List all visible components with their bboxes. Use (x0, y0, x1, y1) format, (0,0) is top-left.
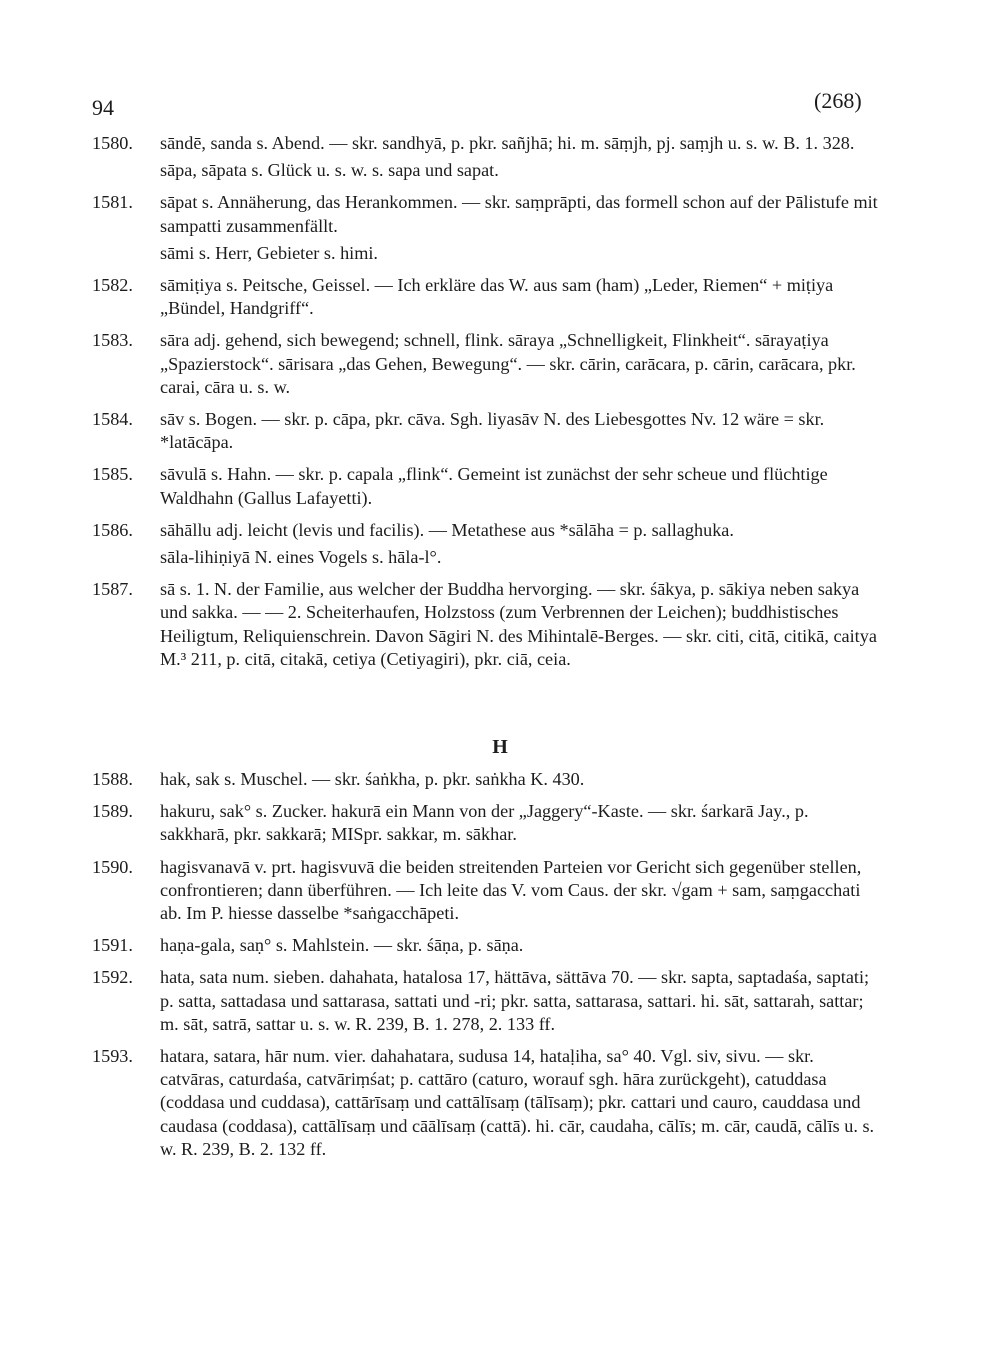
entry-text: hakuru, sak° s. Zucker. hakurā ein Mann von der „Jaggery“-Kaste. — skr. śarkarā Jay., p. sakkharā, pkr. sakkarā; MISpr. sakkar, m. sākhar. (160, 801, 809, 845)
entry (92, 856, 882, 926)
entry-number: 1584. (92, 409, 133, 430)
entry-number: 1587. (92, 579, 133, 600)
entry (92, 132, 882, 155)
entry-text: sāpat s. Annäherung, das Herankommen. — skr. saṃprāpti, das formell schon auf der Pālistufe mit sampatti zusammenfällt. (160, 192, 878, 236)
entry-text: sāhāllu adj. leicht (levis und facilis). — Metathese aus *sālāha = p. sallaghuka. (160, 519, 734, 540)
entry-number: 1589. (92, 801, 133, 822)
entries-block-b (92, 768, 882, 1170)
entry-text: sāra adj. gehend, sich bewegend; schnell, flink. sāraya „Schnelligkeit, Flinkheit“. sārayaṭiya „Spazierstock“. sārisara „das Gehen, Bewegung“. — skr. cārin, carācara, p. cārin, carācara, pkr. carai, cāra u. s. w. (160, 330, 856, 397)
entries-block-a (92, 132, 882, 680)
entry (92, 934, 882, 957)
entry (92, 768, 882, 791)
entry-text: hagisvanavā v. prt. hagisvuvā die beiden streitenden Parteien vor Gericht sich gegenüber stellen, confrontieren; dann überführen. — Ich leite das V. vom Caus. der skr. √gam + sam, saṃgacchati ab. Im P. hiesse dasselbe *saṅgacchāpeti. (160, 856, 862, 924)
entry-number: 1592. (92, 967, 133, 988)
original-page-number: (268) (814, 88, 862, 113)
entry-text: sā s. 1. N. der Familie, aus welcher der Buddha hervorging. — skr. śākya, p. sākiya neben sakya und sakka. — — 2. Scheiterhaufen, Holzstoss (zum Verbrennen der Leichen); buddhistisches Heiligtum, Reliquienschrein. Davon Sāgiri N. des Mihintalē-Berges. — skr. citi, citā, citikā, caitya M.³ 211, p. citā, citakā, cetiya (Cetiyagiri), pkr. ciā, ceia. (160, 579, 877, 669)
entry (92, 463, 882, 509)
entry-text: hatara, satara, hār num. vier. dahahatara, sudusa 14, hataḷiha, sa° 40. Vgl. siv, sivu. — skr. catvāras, caturdaśa, catvāriṃśat; p. cattāro (caturo, worauf sgh. hāra zurückgeht), catuddasa (coddasa und cuddasa), cattārīsaṃ und cattālīsaṃ (tālīsaṃ); pkr. cattari und cauro, cauddasa und caudasa (coddasa), cattālīsaṃ und cāālīsaṃ (cattā). hi. cār, caudaha, cālīs; m. cār, caudā, cālīs u. s. w. R. 239, B. 2. 132 ff. (160, 1046, 875, 1159)
entry-text: hata, sata num. sieben. dahahata, hatalosa 17, hättāva, sättāva 70. — skr. sapta, saptadaśa, saptati; p. satta, sattadasa und sattarasa, sattati und -ri; pkr. satta, sattarasa, sattari. hi. sāt, sattarah, sattar; m. sāt, satrā, sattar u. s. w. R. 239, B. 1. 278, 2. 133 ff. (160, 967, 870, 1034)
entry-number: 1586. (92, 519, 133, 540)
entry-text: sāmiṭiya s. Peitsche, Geissel. — Ich erkläre das W. aus sam (ham) „Leder, Riemen“ + miṭiya „Bündel, Handgriff“. (160, 275, 834, 319)
entry-number: 1581. (92, 192, 133, 213)
entry (92, 519, 882, 542)
entry (92, 800, 882, 846)
entry (92, 274, 882, 320)
entry-number: 1583. (92, 330, 133, 351)
entry-number: 1580. (92, 133, 133, 153)
entry-number: 1582. (92, 275, 133, 296)
entry-number: 1591. (92, 935, 133, 956)
entry (92, 1045, 882, 1161)
entry (92, 546, 882, 569)
entry (92, 966, 882, 1036)
entry (92, 329, 882, 399)
entry-number: 1585. (92, 464, 133, 485)
entry-number: 1593. (92, 1046, 133, 1067)
entry-text: sāla-lihiṇiyā N. eines Vogels s. hāla-l°. (160, 547, 442, 568)
entry (92, 408, 882, 454)
page-number: 94 (92, 95, 114, 120)
entry-text: sāndē, sanda s. Abend. — skr. sandhyā, p. pkr. sañjhā; hi. m. sāṃjh, pj. saṃjh u. s. w. B. 1. 328. (160, 133, 855, 153)
entry-text: hak, sak s. Muschel. — skr. śaṅkha, p. pkr. saṅkha K. 430. (160, 769, 585, 789)
entry-text: sāpa, sāpata s. Glück u. s. w. s. sapa und sapat. (160, 160, 499, 181)
entry-text: haṇa-gala, saṇ° s. Mahlstein. — skr. śāṇa, p. sāṇa. (160, 935, 524, 956)
entry-text: sāmi s. Herr, Gebieter s. himi. (160, 242, 378, 263)
entry (92, 159, 882, 182)
entry-number: 1590. (92, 856, 133, 877)
entry (92, 242, 882, 265)
entry (92, 191, 882, 237)
entry-number: 1588. (92, 769, 133, 789)
section-letter-heading: H (492, 736, 508, 758)
entry-text: sāvulā s. Hahn. — skr. p. capala „flink“. Gemeint ist zunächst der sehr scheue und flüchtige Waldhahn (Gallus Lafayetti). (160, 464, 828, 508)
entry (92, 578, 882, 671)
entry-text: sāv s. Bogen. — skr. p. cāpa, pkr. cāva. Sgh. liyasāv N. des Liebesgottes Nv. 12 wäre = skr. *latācāpa. (160, 409, 825, 453)
